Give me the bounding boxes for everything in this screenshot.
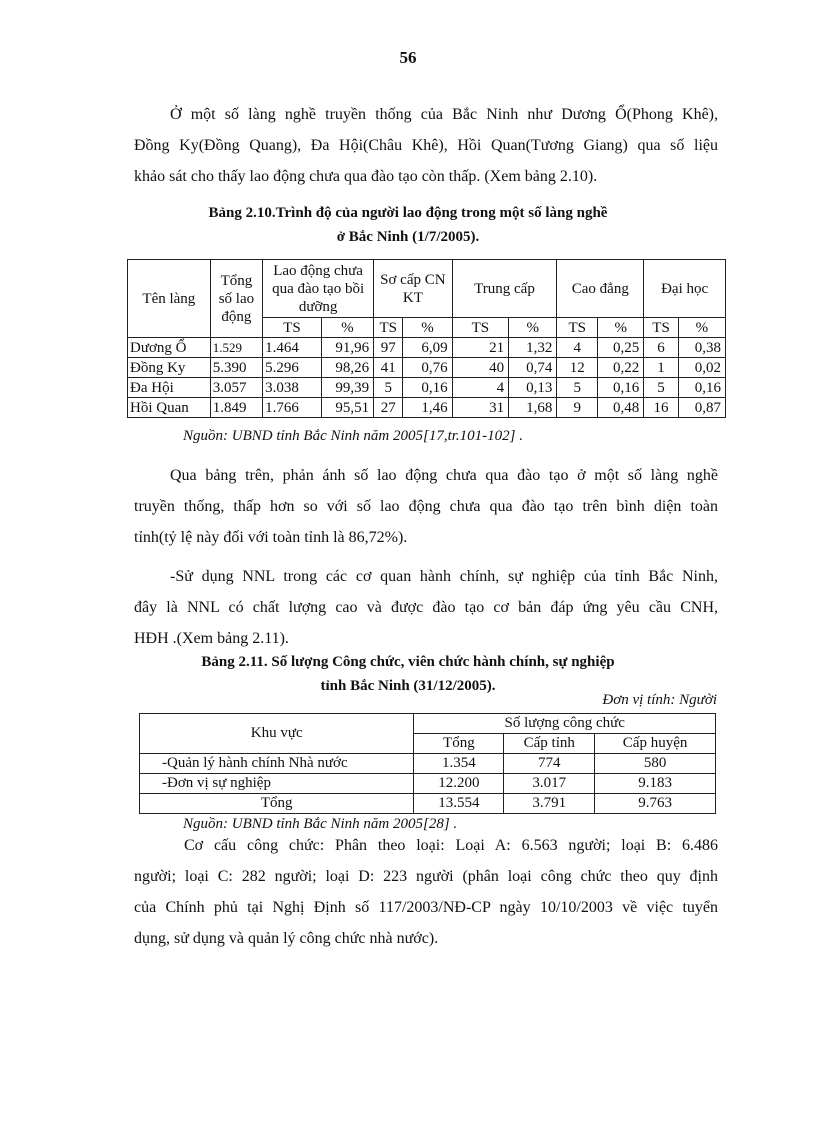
caption-line: tỉnh Bắc Ninh (31/12/2005). xyxy=(320,678,496,694)
table-2-11-source: Nguồn: UBND tỉnh Bắc Ninh năm 2005[28] . xyxy=(183,816,458,832)
caption-line: Bảng 2.11. Số lượng Công chức, viên chức hành chính, sự nghiệp xyxy=(201,654,615,670)
table-2-10-source: Nguồn: UBND tỉnh Bắc Ninh năm 2005[17,tr.101-102] . xyxy=(183,428,524,444)
village-cell: Đa Hội xyxy=(128,378,211,398)
cell: 1,68 xyxy=(509,398,557,418)
cell: 9 xyxy=(557,398,598,418)
paragraph-analysis xyxy=(134,460,718,553)
header-university: Đại học xyxy=(644,260,726,318)
table-row xyxy=(128,378,726,398)
cell: 16 xyxy=(644,398,679,418)
table-2-10 xyxy=(127,259,726,418)
cell: 12 xyxy=(557,358,598,378)
header-district: Cấp huyện xyxy=(595,734,716,754)
header-ts: TS xyxy=(452,318,509,338)
table-header-row xyxy=(140,714,716,734)
cell: 99,39 xyxy=(321,378,373,398)
cell: 1.464 xyxy=(263,338,322,358)
header-count: Số lượng công chức xyxy=(414,714,716,734)
text-line: Ở một số làng nghề truyền thống của Bắc Ninh như Dương Ổ(Phong Khê), xyxy=(170,106,718,123)
cell: 9.763 xyxy=(595,794,716,814)
unit-label: Đơn vị tính: Người xyxy=(602,692,717,708)
cell: 0,87 xyxy=(678,398,725,418)
header-total: Tổng số lao động xyxy=(210,260,262,338)
cell: 0,16 xyxy=(678,378,725,398)
page-number: 56 xyxy=(399,48,417,67)
header-pct: % xyxy=(678,318,725,338)
cell: 6,09 xyxy=(403,338,452,358)
caption-line: Bảng 2.10.Trình độ của người lao động trong một số làng nghề xyxy=(208,205,608,221)
text-line: tỉnh(tỷ lệ này đối với toàn tỉnh là 86,72%). xyxy=(134,529,408,546)
cell: 580 xyxy=(595,754,716,774)
header-province: Cấp tỉnh xyxy=(504,734,595,754)
cell: 5.296 xyxy=(263,358,322,378)
cell: 5.390 xyxy=(210,358,262,378)
header-college: Cao đẳng xyxy=(557,260,644,318)
cell: 31 xyxy=(452,398,509,418)
header-primary: Sơ cấp CN KT xyxy=(374,260,453,318)
text-line: dụng, sử dụng và quản lý công chức nhà nước). xyxy=(134,930,439,947)
text-line: HĐH .(Xem bảng 2.11). xyxy=(134,630,289,647)
village-cell: Đồng Ky xyxy=(128,358,211,378)
cell: 5 xyxy=(644,378,679,398)
cell: 5 xyxy=(557,378,598,398)
cell: 0,13 xyxy=(509,378,557,398)
header-ts: TS xyxy=(263,318,322,338)
text-line: -Sử dụng NNL trong các cơ quan hành chính, sự nghiệp của tỉnh Bắc Ninh, xyxy=(170,568,718,585)
cell: 0,38 xyxy=(678,338,725,358)
area-cell: Tổng xyxy=(140,794,414,814)
cell: 1.849 xyxy=(210,398,262,418)
table-2-11-caption xyxy=(0,650,816,698)
cell: 13.554 xyxy=(414,794,504,814)
header-village: Tên làng xyxy=(128,260,211,338)
header-untrained: Lao động chưa qua đào tạo bồi dưỡng xyxy=(263,260,374,318)
table-row xyxy=(128,398,726,418)
cell: 1.766 xyxy=(263,398,322,418)
header-ts: TS xyxy=(557,318,598,338)
text-line: của Chính phủ tại Nghị Định số 117/2003/NĐ-CP ngày 10/10/2003 về việc tuyển xyxy=(134,899,718,916)
table-2-11 xyxy=(139,713,716,814)
header-ts: TS xyxy=(374,318,403,338)
header-pct: % xyxy=(321,318,373,338)
cell: 0,48 xyxy=(598,398,644,418)
village-cell: Dương Ổ xyxy=(128,338,211,358)
area-cell: -Quản lý hành chính Nhà nước xyxy=(140,754,414,774)
cell: 27 xyxy=(374,398,403,418)
cell: 91,96 xyxy=(321,338,373,358)
cell: 3.791 xyxy=(504,794,595,814)
table-row xyxy=(140,754,716,774)
text-line: Cơ cấu công chức: Phân theo loại: Loại A: 6.563 người; loại B: 6.486 xyxy=(184,837,718,854)
text-line: truyền thống, thấp hơn so với số lao động chưa qua đào tạo trên bình diện toàn xyxy=(134,498,718,515)
table-row xyxy=(128,338,726,358)
cell: 21 xyxy=(452,338,509,358)
text-line: khảo sát cho thấy lao động chưa qua đào tạo còn thấp. (Xem bảng 2.10). xyxy=(134,168,598,185)
cell: 0,16 xyxy=(598,378,644,398)
area-cell: -Đơn vị sự nghiệp xyxy=(140,774,414,794)
cell: 0,16 xyxy=(403,378,452,398)
text-line: Đồng Ky(Đồng Quang), Đa Hội(Châu Khê), Hồi Quan(Tương Giang) qua số liệu xyxy=(134,137,718,154)
header-pct: % xyxy=(403,318,452,338)
cell: 1,46 xyxy=(403,398,452,418)
cell: 98,26 xyxy=(321,358,373,378)
cell: 1.354 xyxy=(414,754,504,774)
paragraph-nnl-usage xyxy=(134,561,718,654)
cell: 95,51 xyxy=(321,398,373,418)
text-line: người; loại C: 282 người; loại D: 223 người (phân loại công chức theo quy định xyxy=(134,868,718,885)
table-row xyxy=(128,358,726,378)
table-2-10-caption xyxy=(0,201,816,249)
cell: 0,74 xyxy=(509,358,557,378)
header-pct: % xyxy=(509,318,557,338)
cell: 0,76 xyxy=(403,358,452,378)
cell: 1 xyxy=(644,358,679,378)
header-area: Khu vực xyxy=(140,714,414,754)
cell: 97 xyxy=(374,338,403,358)
paragraph-intro xyxy=(134,99,718,192)
cell: 1,32 xyxy=(509,338,557,358)
cell: 3.038 xyxy=(263,378,322,398)
text-line: Qua bảng trên, phản ánh số lao động chưa qua đào tạo ở một số làng nghề xyxy=(170,467,718,484)
paragraph-structure xyxy=(134,830,718,954)
text-line: đây là NNL có chất lượng cao và được đào tạo cơ bản đáp ứng yêu cầu CNH, xyxy=(134,599,718,616)
cell: 0,22 xyxy=(598,358,644,378)
table-row xyxy=(140,774,716,794)
table-row xyxy=(140,794,716,814)
cell: 774 xyxy=(504,754,595,774)
table-header-row xyxy=(128,260,726,318)
village-cell: Hồi Quan xyxy=(128,398,211,418)
cell: 5 xyxy=(374,378,403,398)
cell: 3.017 xyxy=(504,774,595,794)
cell: 12.200 xyxy=(414,774,504,794)
cell: 9.183 xyxy=(595,774,716,794)
cell: 0,02 xyxy=(678,358,725,378)
header-pct: % xyxy=(598,318,644,338)
cell: 6 xyxy=(644,338,679,358)
caption-line: ở Bắc Ninh (1/7/2005). xyxy=(336,229,480,245)
cell: 4 xyxy=(557,338,598,358)
header-total: Tổng xyxy=(414,734,504,754)
cell: 4 xyxy=(452,378,509,398)
cell: 0,25 xyxy=(598,338,644,358)
header-ts: TS xyxy=(644,318,679,338)
cell: 40 xyxy=(452,358,509,378)
cell: 3.057 xyxy=(210,378,262,398)
cell: 41 xyxy=(374,358,403,378)
cell: 1.529 xyxy=(210,338,262,358)
header-secondary: Trung cấp xyxy=(452,260,557,318)
